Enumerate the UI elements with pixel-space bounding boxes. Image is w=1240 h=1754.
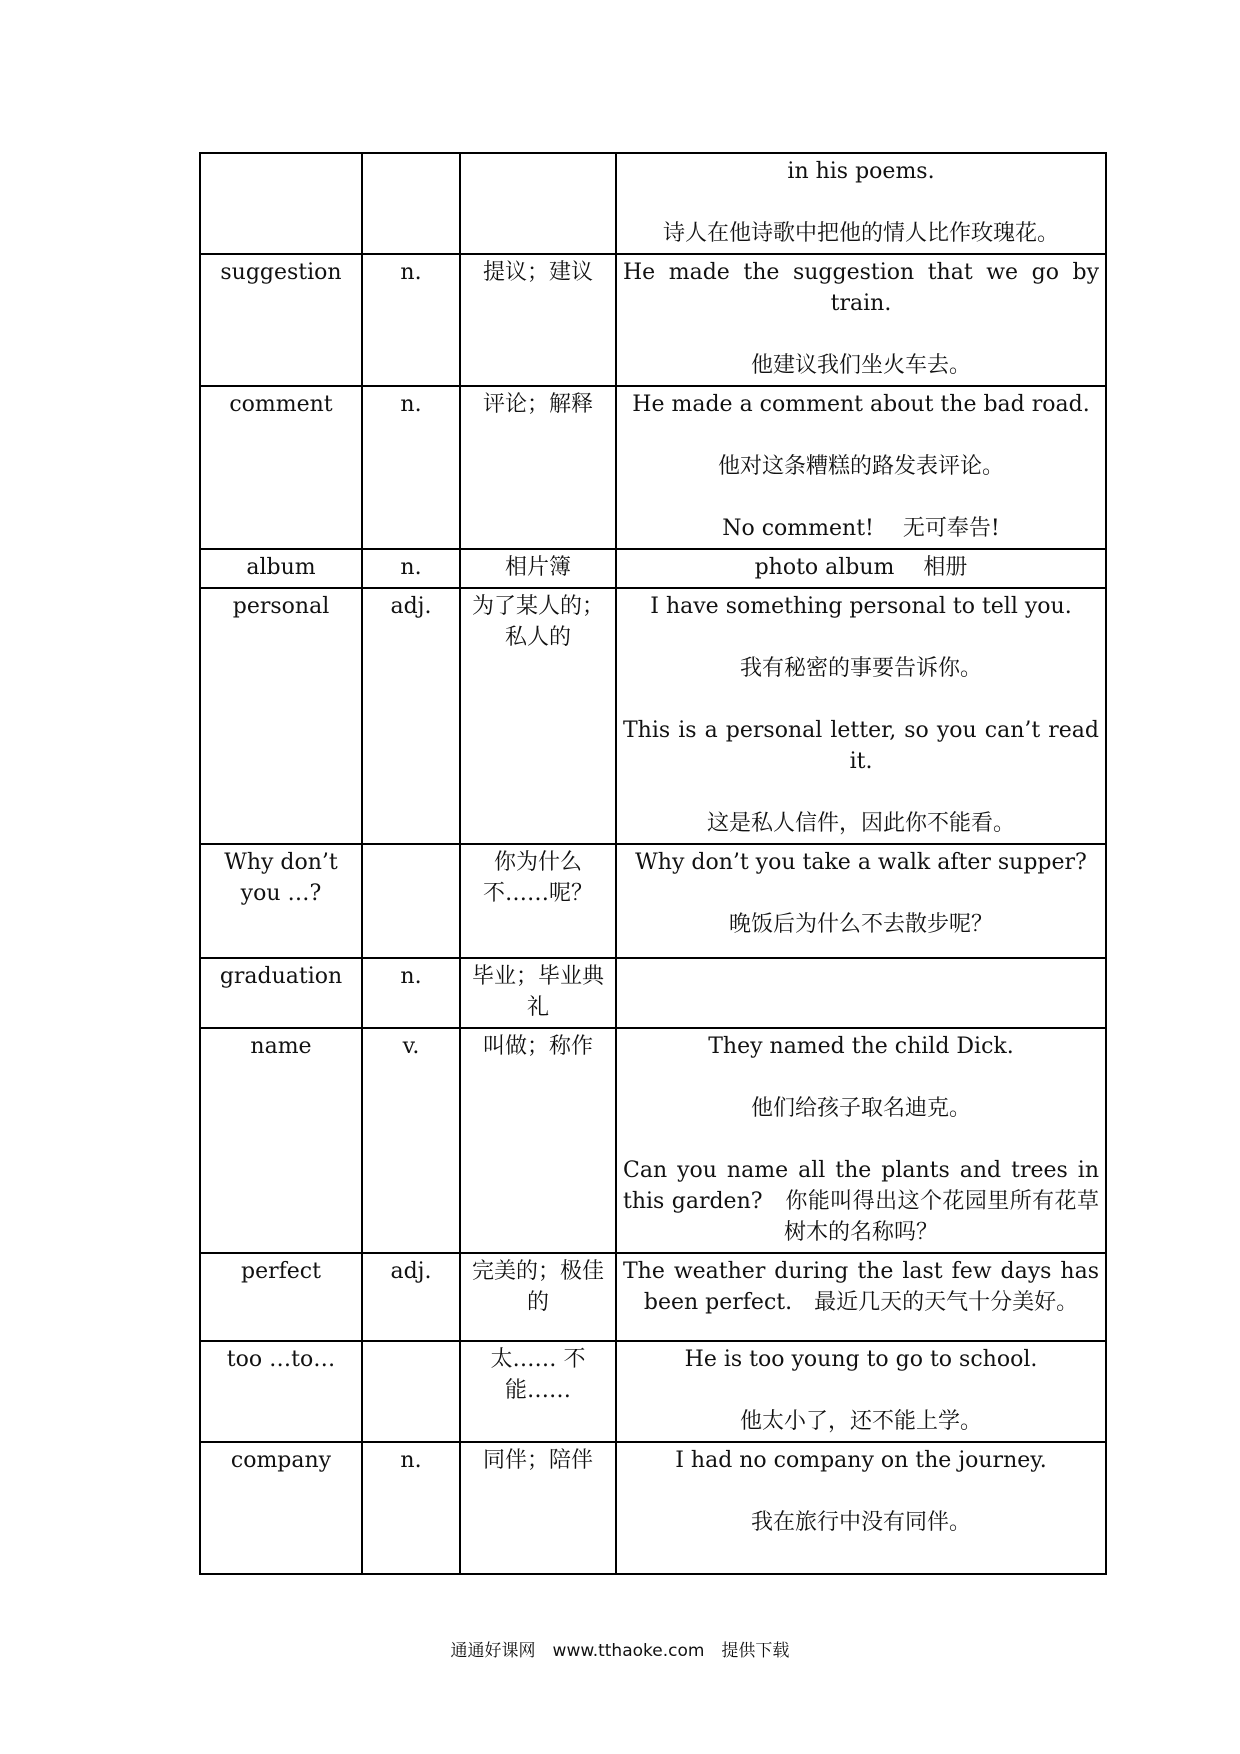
example-cell <box>616 588 1106 844</box>
example-line: 他对这条糟糕的路发表评论。 <box>717 454 1004 479</box>
part-of-speech-cell <box>362 844 460 958</box>
word-cell: too …to… <box>200 1341 362 1442</box>
example-line: 晚饭后为什么不去散步呢？ <box>728 912 993 937</box>
table-row <box>200 588 1106 844</box>
example-line: He made a comment about the bad road. <box>632 392 1090 417</box>
example-line: 我有秘密的事要告诉你。 <box>739 656 982 681</box>
part-of-speech-cell: adj. <box>362 1253 460 1341</box>
part-of-speech-cell: n. <box>362 254 460 386</box>
meaning-cell: 评论；解释 <box>460 386 616 549</box>
example-line <box>623 319 1099 350</box>
example-line <box>623 777 1099 808</box>
example-line <box>623 1476 1099 1507</box>
meaning-cell: 你为什么不……呢？ <box>460 844 616 958</box>
page-footer: 通通好课网 www.tthaoke.com 提供下载 <box>450 1641 790 1661</box>
part-of-speech-cell <box>362 1341 460 1442</box>
example-cell <box>616 1028 1106 1253</box>
example-line <box>623 420 1099 451</box>
part-of-speech-cell: n. <box>362 549 460 588</box>
example-line: I have something personal to tell you. <box>650 594 1072 619</box>
example-line: This is a personal letter, so you can’t read it. <box>623 718 1099 774</box>
table-row <box>200 958 1106 1028</box>
part-of-speech-cell: v. <box>362 1028 460 1253</box>
word-cell: album <box>200 549 362 588</box>
table-row <box>200 254 1106 386</box>
table-row <box>200 153 1106 254</box>
example-cell <box>616 1442 1106 1574</box>
table-row <box>200 386 1106 549</box>
table-row <box>200 1028 1106 1253</box>
meaning-cell: 完美的；极佳的 <box>460 1253 616 1341</box>
example-line: 这是私人信件，因此你不能看。 <box>706 811 1015 836</box>
example-line <box>623 1538 1099 1569</box>
meaning-cell: 叫做；称作 <box>460 1028 616 1253</box>
example-line <box>623 1375 1099 1406</box>
word-cell: name <box>200 1028 362 1253</box>
word-cell <box>200 153 362 254</box>
vocabulary-table-body <box>200 153 1106 1574</box>
example-line: No comment! 无可奉告! <box>722 516 1000 541</box>
meaning-cell: 相片簿 <box>460 549 616 588</box>
example-cell <box>616 549 1106 588</box>
meaning-cell: 同伴；陪伴 <box>460 1442 616 1574</box>
word-cell: perfect <box>200 1253 362 1341</box>
example-line <box>623 482 1099 513</box>
example-line: They named the child Dick. <box>708 1034 1014 1059</box>
example-line <box>623 684 1099 715</box>
example-line: I had no company on the journey. <box>675 1448 1047 1473</box>
meaning-cell: 太…… 不能…… <box>460 1341 616 1442</box>
example-line: He made the suggestion that we go by train. <box>623 260 1099 316</box>
word-cell: personal <box>200 588 362 844</box>
example-line: 他们给孩子取名迪克。 <box>750 1096 971 1121</box>
word-cell: Why don’t you …? <box>200 844 362 958</box>
example-cell <box>616 1253 1106 1341</box>
example-line: Why don’t you take a walk after supper? <box>635 850 1087 875</box>
meaning-cell: 毕业；毕业典礼 <box>460 958 616 1028</box>
vocabulary-table <box>199 152 1107 1575</box>
example-line <box>623 1062 1099 1093</box>
word-cell: comment <box>200 386 362 549</box>
part-of-speech-cell: n. <box>362 958 460 1028</box>
part-of-speech-cell: n. <box>362 386 460 549</box>
example-line: 诗人在他诗歌中把他的情人比作玫瑰花。 <box>662 221 1059 246</box>
word-cell: company <box>200 1442 362 1574</box>
example-line: 他建议我们坐火车去。 <box>750 353 971 378</box>
table-row <box>200 1341 1106 1442</box>
example-line <box>623 622 1099 653</box>
example-cell <box>616 153 1106 254</box>
example-line <box>623 878 1099 909</box>
example-line: The weather during the last few days has been perfect. 最近几天的天气十分美好。 <box>623 1259 1099 1315</box>
example-cell <box>616 958 1106 1028</box>
part-of-speech-cell: n. <box>362 1442 460 1574</box>
example-line <box>623 187 1099 218</box>
example-cell <box>616 1341 1106 1442</box>
example-line: Can you name all the plants and trees in this garden? 你能叫得出这个花园里所有花草树木的名称吗？ <box>623 1158 1099 1245</box>
part-of-speech-cell <box>362 153 460 254</box>
meaning-cell: 为了某人的；私人的 <box>460 588 616 844</box>
part-of-speech-cell: adj. <box>362 588 460 844</box>
table-row <box>200 844 1106 958</box>
example-cell <box>616 844 1106 958</box>
meaning-cell: 提议；建议 <box>460 254 616 386</box>
table-row <box>200 549 1106 588</box>
example-line: in his poems. <box>787 159 935 184</box>
example-cell <box>616 386 1106 549</box>
word-cell: graduation <box>200 958 362 1028</box>
example-cell <box>616 254 1106 386</box>
example-line: 我在旅行中没有同伴。 <box>750 1510 971 1535</box>
example-line: 他太小了，还不能上学。 <box>739 1409 982 1434</box>
meaning-cell <box>460 153 616 254</box>
table-row <box>200 1253 1106 1341</box>
example-line: photo album 相册 <box>754 555 968 580</box>
example-line: He is too young to go to school. <box>684 1347 1038 1372</box>
example-line <box>623 1124 1099 1155</box>
word-cell: suggestion <box>200 254 362 386</box>
table-row <box>200 1442 1106 1574</box>
